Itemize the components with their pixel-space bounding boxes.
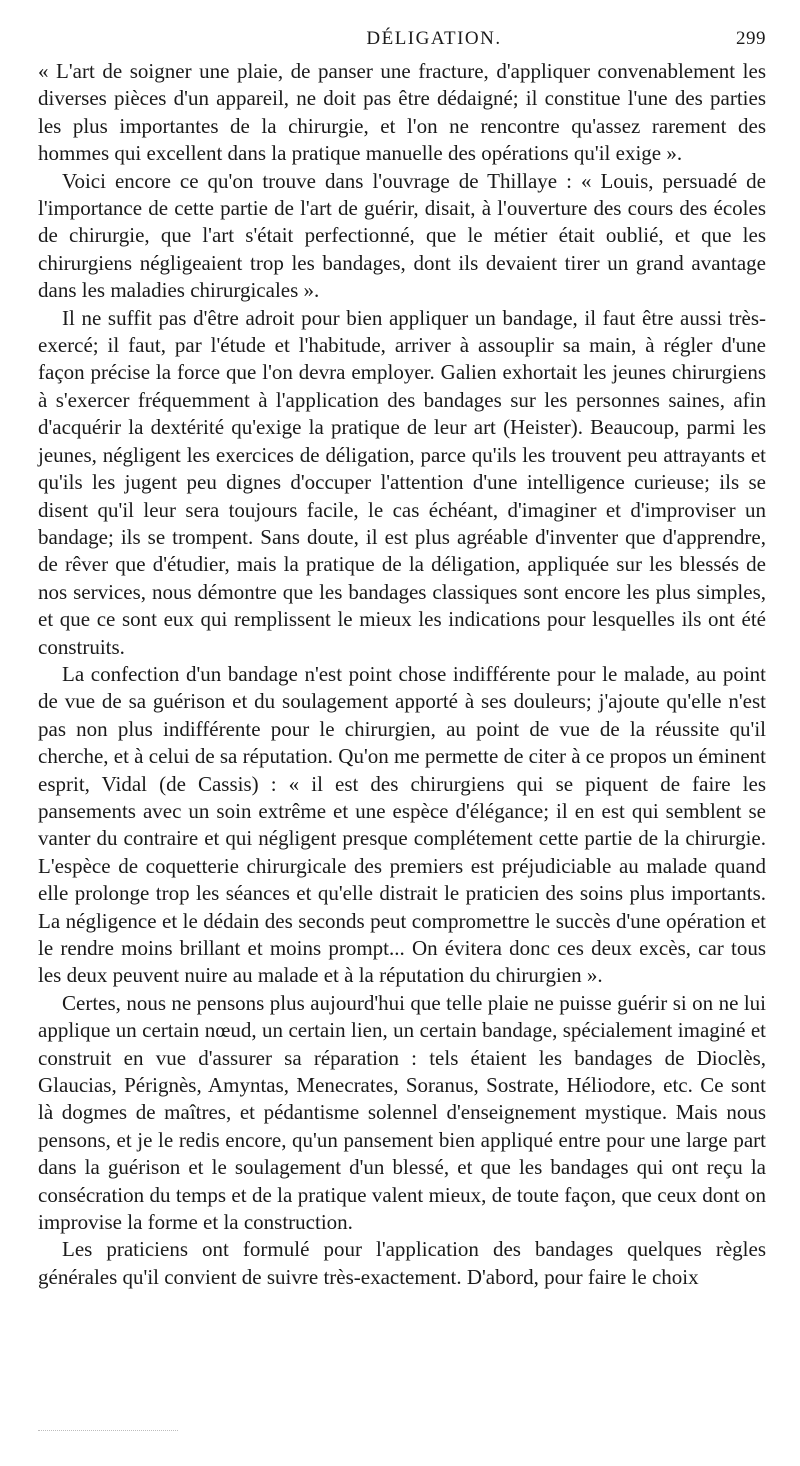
footer-dotted-mark — [38, 1430, 178, 1433]
paragraph-6: Les praticiens ont formulé pour l'application des bandages quelques règles générales qu'il convient de suivre très-exactement. D'abord, pour faire le choix — [38, 1237, 766, 1289]
paragraph-5: Certes, nous ne pensons plus aujourd'hui que telle plaie ne puisse guérir si on ne lui applique un certain nœud, un certain lien, un certain bandage, spécialement imaginé et construit en vue d'assurer sa réparation : tels étaient les bandages de Dioclès, Glaucias, Pérignès, Amyntas, Menecrates, Soranus, Sostrate, Héliodore, etc. Ce sont là dogmes de maîtres, et pédantisme solennel d'enseignement mystique. Mais nous pensons, et je le redis encore, qu'un pansement bien appliqué entre pour une large part dans la guérison et le soulagement d'un blessé, et que les bandages qui ont reçu la consécration du temps et de la pratique valent mieux, de toute façon, que ceux dont on improvise la forme et la construction. — [38, 990, 766, 1235]
paragraph-3: Il ne suffit pas d'être adroit pour bien appliquer un bandage, il faut être aussi très-exercé; il faut, par l'étude et l'habitude, arriver à assouplir sa main, à régler d'une façon précise la force que l'on devra employer. Galien exhortait les jeunes chirurgiens à s'exercer fréquemment à l'application des bandages sur les personnes saines, afin d'acquérir la dextérité qu'exige la pratique de leur art (Heister). Beaucoup, parmi les jeunes, négligent les exercices de déligation, parce qu'ils les trouvent peu attrayants et qu'ils les jugent peu dignes d'occuper l'attention d'une intelligence curieuse; ils se disent qu'il leur sera toujours facile, le cas échéant, d'imaginer et d'improviser un bandage; ils se trompent. Sans doute, il est plus agréable d'inventer que d'apprendre, de rêver que d'étudier, mais la pratique de la déligation, appliquée sur les blessés de nos services, nous démontre que les bandages classiques sont encore les plus simples, et que ce sont eux qui remplissent le mieux les indications pour lesquelles ils ont été construits. — [38, 305, 766, 659]
page-number: 299 — [736, 28, 766, 49]
running-head — [38, 28, 766, 56]
book-page — [38, 28, 766, 1291]
paragraph-1: « L'art de soigner une plaie, de panser une fracture, d'appliquer convenablement les diverses pièces d'un appareil, ne doit pas être dédaigné; il constitue l'une des parties les plus importantes de la chirurgie, et l'on ne rencontre qu'assez rarement des hommes qui excellent dans la pratique manuelle des opérations qu'il exige ». — [38, 59, 766, 166]
body-text — [38, 58, 766, 1291]
paragraph-4: La confection d'un bandage n'est point chose indifférente pour le malade, au point de vue de sa guérison et du soulagement apporté à ses douleurs; j'ajoute qu'elle n'est pas non plus indifférente pour le chirurgien, au point de vue de la réussite qu'il cherche, et à celui de sa réputation. Qu'on me permette de citer à ce propos un éminent esprit, Vidal (de Cassis) : « il est des chirurgiens qui se piquent de faire les pansements avec un soin extrême et une espèce d'élégance; il en est qui semblent se vanter du contraire et qui négligent presque complétement cette partie de la chirurgie. L'espèce de coquetterie chirurgicale des premiers est préjudiciable au malade quand elle prolonge trop les séances et qu'elle distrait le praticien des soins plus importants. La négligence et le dédain des seconds peut compromettre le succès d'une opération et le rendre moins brillant et moins prompt... On évitera donc ces deux excès, car tous les deux peuvent nuire au malade et à la réputation du chirurgien ». — [38, 661, 766, 988]
paragraph-2: Voici encore ce qu'on trouve dans l'ouvrage de Thillaye : « Louis, persuadé de l'importance de cette partie de l'art de guérir, disait, à l'ouverture des cours des écoles de chirurgie, que l'art s'était perfectionné, que le métier était oublié, et que les chirurgiens négligeaient trop les bandages, dont ils devaient tirer un grand avantage dans les maladies chirurgicales ». — [38, 168, 766, 303]
running-title: DÉLIGATION. — [366, 28, 502, 49]
